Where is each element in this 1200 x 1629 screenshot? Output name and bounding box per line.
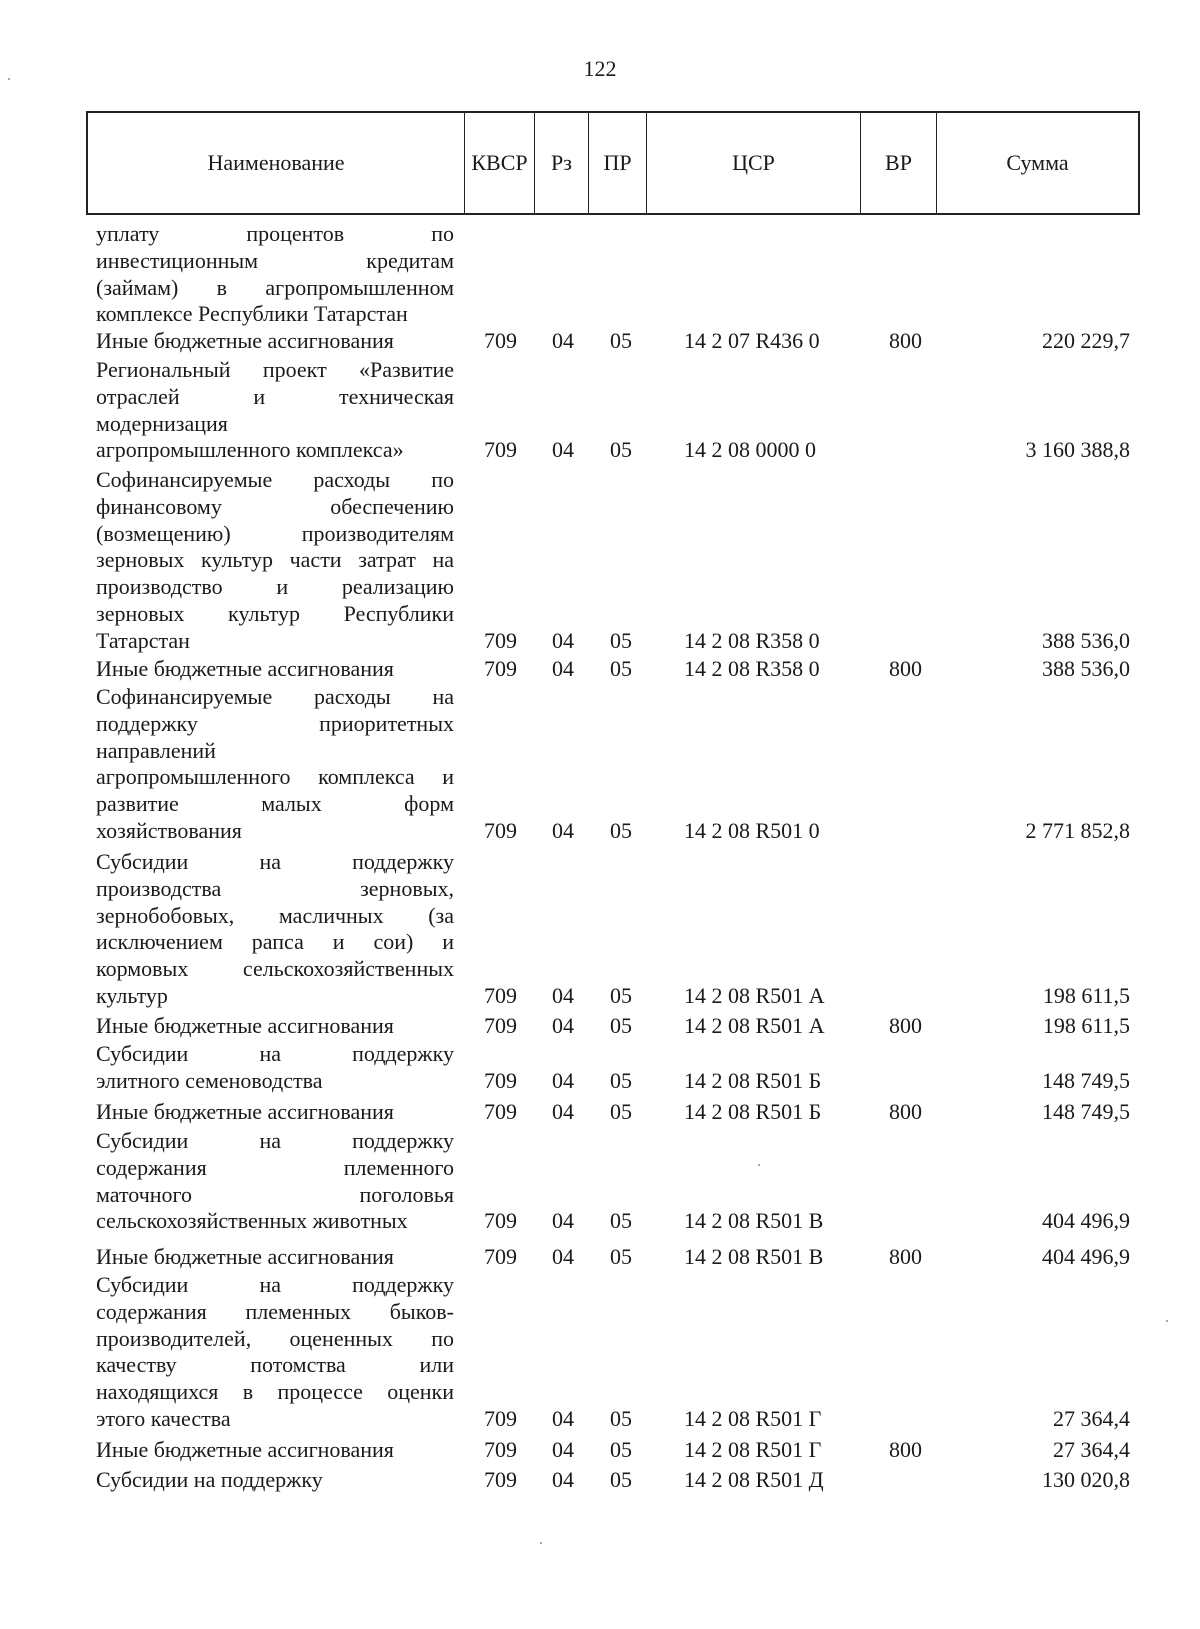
row-name: [96, 1272, 454, 1433]
row-vr: 800: [889, 656, 922, 681]
row-sum: 130 020,8: [1042, 1467, 1130, 1492]
row-name-line: агропромышленного комплекса и: [96, 764, 454, 790]
row-csr: 14 2 07 R436 0: [684, 328, 820, 353]
row-pr: 05: [610, 1208, 632, 1234]
scan-speck: [1166, 1320, 1168, 1322]
row-name: [96, 656, 454, 683]
row-sum: 404 496,9: [1042, 1208, 1130, 1234]
row-csr: 14 2 08 R501 А: [684, 1013, 825, 1038]
row-name-line: хозяйствования: [96, 817, 242, 843]
row-name-line: производства зерновых,: [96, 875, 454, 901]
header-sum: Сумма: [936, 113, 1138, 213]
row-name-line: Региональный проект «Развитие: [96, 357, 454, 382]
row-name-line: Иные бюджетные ассигнования: [96, 1244, 394, 1269]
row-csr: 14 2 08 R501 Д: [684, 1467, 824, 1492]
row-kvsr: 709: [484, 656, 517, 681]
row-csr: 14 2 08 R358 0: [684, 627, 820, 653]
row-name-line: направлений: [96, 737, 216, 763]
row-csr: 14 2 08 R501 Г: [684, 1437, 822, 1462]
header-csr: ЦСР: [646, 113, 860, 213]
row-pr: 05: [610, 1406, 632, 1431]
row-vr: 800: [889, 1013, 922, 1038]
row-kvsr: 709: [484, 983, 517, 1008]
row-kvsr: 709: [484, 1067, 517, 1093]
header-name: Наименование: [207, 150, 345, 175]
row-name-line: качеству потомства или: [96, 1352, 454, 1378]
row-pr: 05: [610, 1099, 632, 1124]
row-name-line: находящихся в процессе оценки: [96, 1379, 454, 1405]
row-vr: 800: [889, 1437, 922, 1462]
row-kvsr: 709: [484, 1437, 517, 1462]
row-csr: 14 2 08 R501 А: [684, 983, 825, 1008]
row-kvsr: 709: [484, 437, 517, 463]
row-name-line: сельскохозяйственных животных: [96, 1208, 408, 1234]
row-sum: 404 496,9: [1042, 1244, 1130, 1269]
row-name-line: кормовых сельскохозяйственных: [96, 956, 454, 982]
row-csr: 14 2 08 R501 0: [684, 818, 820, 843]
row-name: [96, 1244, 454, 1271]
row-name-line: Субсидии на поддержку: [96, 1467, 323, 1492]
row-pr: 05: [610, 656, 632, 681]
page-number: 122: [583, 56, 617, 81]
row-pr: 05: [610, 983, 632, 1008]
row-name-line: зернобобовых, масличных (за: [96, 902, 454, 928]
row-name-line: производство и реализацию: [96, 574, 454, 600]
row-kvsr: 709: [484, 1467, 517, 1492]
row-sum: 220 229,7: [1042, 328, 1130, 353]
row-rz: 04: [552, 1013, 574, 1038]
row-csr: 14 2 08 R501 В: [684, 1244, 824, 1269]
header-vr: ВР: [860, 113, 936, 213]
row-rz: 04: [552, 1406, 574, 1431]
row-rz: 04: [552, 1099, 574, 1124]
row-name-line: Иные бюджетные ассигнования: [96, 656, 394, 681]
row-rz: 04: [552, 1437, 574, 1462]
row-name-line: агропромышленного комплекса»: [96, 437, 404, 463]
row-name-line: зерновых культур части затрат на: [96, 547, 454, 573]
row-kvsr: 709: [484, 627, 517, 653]
row-pr: 05: [610, 818, 632, 843]
row-rz: 04: [552, 437, 574, 463]
row-pr: 05: [610, 1013, 632, 1038]
row-name-line: маточного поголовья: [96, 1181, 454, 1207]
row-sum: 2 771 852,8: [1025, 818, 1130, 843]
row-name-line: Субсидии на поддержку: [96, 849, 454, 874]
row-rz: 04: [552, 983, 574, 1008]
row-csr: 14 2 08 R501 Б: [684, 1067, 822, 1093]
row-sum: 388 536,0: [1042, 656, 1130, 681]
row-name-line: исключением рапса и сои) и: [96, 929, 454, 955]
row-name-line: (возмещению) производителям: [96, 520, 454, 546]
row-rz: 04: [552, 328, 574, 353]
row-kvsr: 709: [484, 1244, 517, 1269]
row-name-line: Субсидии на поддержку: [96, 1272, 454, 1297]
row-name-line: поддержку приоритетных: [96, 710, 454, 736]
row-name-line: зерновых культур Республики: [96, 600, 454, 626]
row-kvsr: 709: [484, 1208, 517, 1234]
row-csr: 14 2 08 R358 0: [684, 656, 820, 681]
row-name: [96, 221, 454, 328]
row-kvsr: 709: [484, 1406, 517, 1431]
row-name: [96, 1013, 454, 1040]
row-name-line: уплату процентов по: [96, 221, 454, 246]
row-name-line: элитного семеноводства: [96, 1067, 323, 1093]
row-pr: 05: [610, 627, 632, 653]
row-name-line: комплексе Республики Татарстан: [96, 301, 408, 327]
row-rz: 04: [552, 1208, 574, 1234]
scan-speck: [8, 78, 10, 80]
row-rz: 04: [552, 1244, 574, 1269]
row-name: [96, 1467, 454, 1494]
row-name: [96, 1128, 454, 1235]
row-name-line: культур: [96, 982, 168, 1008]
row-sum: 3 160 388,8: [1025, 437, 1130, 463]
row-csr: 14 2 08 R501 Б: [684, 1099, 822, 1124]
row-name: [96, 1041, 454, 1095]
row-sum: 388 536,0: [1042, 627, 1130, 653]
row-name-line: Татарстан: [96, 627, 190, 653]
row-rz: 04: [552, 656, 574, 681]
row-vr: 800: [889, 1099, 922, 1124]
row-sum: 27 364,4: [1053, 1406, 1130, 1431]
row-sum: 27 364,4: [1053, 1437, 1130, 1462]
row-kvsr: 709: [484, 328, 517, 353]
row-rz: 04: [552, 627, 574, 653]
row-sum: 198 611,5: [1042, 1013, 1130, 1038]
row-pr: 05: [610, 1467, 632, 1492]
row-name-line: финансовому обеспечению: [96, 493, 454, 519]
row-csr: 14 2 08 R501 В: [684, 1208, 824, 1234]
row-name-line: Софинансируемые расходы по: [96, 467, 454, 492]
row-name-line: производителей, оцененных по: [96, 1325, 454, 1351]
row-rz: 04: [552, 818, 574, 843]
row-kvsr: 709: [484, 818, 517, 843]
header-rz: Рз: [534, 113, 588, 213]
row-name-line: инвестиционным кредитам: [96, 247, 454, 273]
row-name-line: Иные бюджетные ассигнования: [96, 1437, 394, 1462]
row-name-line: Софинансируемые расходы на: [96, 684, 454, 709]
row-name-line: Иные бюджетные ассигнования: [96, 328, 394, 353]
row-name: [96, 357, 454, 464]
row-pr: 05: [610, 437, 632, 463]
row-rz: 04: [552, 1067, 574, 1093]
row-pr: 05: [610, 1067, 632, 1093]
row-kvsr: 709: [484, 1013, 517, 1038]
row-rz: 04: [552, 1467, 574, 1492]
row-name: [96, 684, 454, 845]
row-csr: 14 2 08 0000 0: [684, 437, 816, 463]
row-name-line: Субсидии на поддержку: [96, 1128, 454, 1153]
row-name-line: (займам) в агропромышленном: [96, 274, 454, 300]
row-name-line: развитие малых форм: [96, 791, 454, 817]
header-pr: ПР: [588, 113, 646, 213]
row-vr: 800: [889, 328, 922, 353]
row-vr: 800: [889, 1244, 922, 1269]
row-name-line: Субсидии на поддержку: [96, 1041, 454, 1066]
row-pr: 05: [610, 328, 632, 353]
row-name: [96, 1099, 454, 1126]
header-kvsr: КВСР: [464, 113, 534, 213]
row-pr: 05: [610, 1244, 632, 1269]
row-kvsr: 709: [484, 1099, 517, 1124]
row-sum: 148 749,5: [1042, 1067, 1130, 1093]
row-name-line: отраслей и техническая: [96, 383, 454, 409]
row-name: [96, 328, 454, 355]
row-name-line: содержания племенного: [96, 1154, 454, 1180]
row-name: [96, 467, 454, 655]
row-name-line: Иные бюджетные ассигнования: [96, 1099, 394, 1124]
row-pr: 05: [610, 1437, 632, 1462]
row-name-line: содержания племенных быков-: [96, 1298, 454, 1324]
scan-speck: [758, 1164, 760, 1166]
scan-speck: [540, 1542, 542, 1544]
row-name-line: Иные бюджетные ассигнования: [96, 1013, 394, 1038]
row-name-line: модернизация: [96, 410, 228, 436]
row-csr: 14 2 08 R501 Г: [684, 1406, 822, 1431]
row-name-line: этого качества: [96, 1405, 231, 1431]
row-name: [96, 1437, 454, 1464]
row-name: [96, 849, 454, 1010]
row-sum: 148 749,5: [1042, 1099, 1130, 1124]
row-sum: 198 611,5: [1042, 983, 1130, 1008]
